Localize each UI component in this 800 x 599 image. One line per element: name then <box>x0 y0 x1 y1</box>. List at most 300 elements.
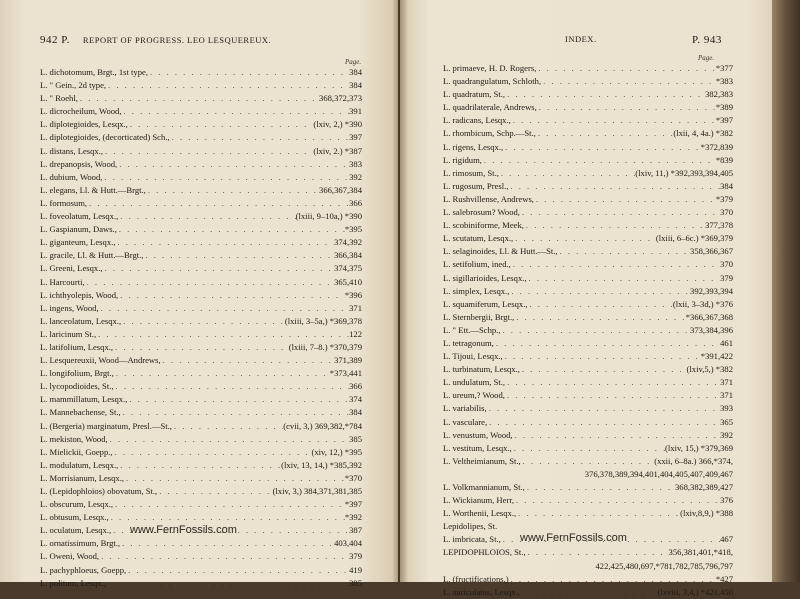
leader-dots <box>118 210 295 223</box>
index-entry <box>443 389 733 402</box>
entry-page-refs: *397 <box>715 115 733 126</box>
entry-name: L. ureum,? Wood, <box>443 390 505 401</box>
index-entry <box>40 171 362 184</box>
entry-name: L. ornatissimum, Brgt., <box>40 538 121 549</box>
index-entry <box>40 249 362 262</box>
entry-name: L. vestitum, Lesqx., <box>443 442 512 453</box>
entry-page-refs: 385 <box>349 577 362 588</box>
index-entry <box>40 223 362 236</box>
leader-dots <box>85 276 334 289</box>
entry-name: L. mammillatum, Lesqx., <box>40 394 128 405</box>
leader-dots <box>524 219 705 232</box>
entry-name: L. Harcourti, <box>40 276 85 287</box>
leader-dots <box>513 232 656 245</box>
index-entry <box>443 88 733 101</box>
entry-name: L. Mannebachense, St., <box>40 407 121 418</box>
entry-name: L. rigidum, <box>443 154 482 165</box>
index-entry <box>443 402 733 415</box>
index-entry <box>443 363 733 376</box>
entry-page-refs: 122 <box>349 328 362 339</box>
entry-name: L. (Bergeria) marginatum, Presl.—St., <box>40 420 172 431</box>
entry-page-refs: 371 <box>349 302 362 313</box>
right-page <box>400 0 772 597</box>
entry-name: L. setifolium, ined., <box>443 259 511 270</box>
entry-page-refs: (xiv, 12,) *395 <box>311 446 362 457</box>
index-entry <box>443 114 733 127</box>
leader-dots <box>108 433 349 446</box>
entry-name: L. " Roehl, <box>40 93 78 104</box>
index-entry <box>443 272 733 285</box>
index-entry <box>40 577 362 590</box>
entry-page-refs: 366 <box>349 197 362 208</box>
leader-dots <box>526 546 669 559</box>
leader-dots <box>505 88 705 101</box>
leader-dots <box>126 564 349 577</box>
leader-dots <box>114 367 330 380</box>
index-entry <box>443 154 733 167</box>
entry-name: L. Worthenii, Lesqx., <box>443 508 517 519</box>
leader-dots <box>172 420 283 433</box>
entry-page-refs: (lxiv, 2,) *390 <box>313 119 362 130</box>
entry-name: L. laricinum St., <box>40 328 97 339</box>
entry-page-refs: 419 <box>349 564 362 575</box>
entry-name: L. imbricata, St., <box>443 534 501 545</box>
entry-name: L. " Gein., 2d type, <box>40 80 107 91</box>
entry-name: L. diplotegioides, (decorticated) Sch., <box>40 132 170 143</box>
right-page-number: P. 943 <box>692 34 722 46</box>
leader-dots <box>99 550 349 563</box>
index-entry <box>443 101 733 114</box>
leader-dots <box>487 416 720 429</box>
entry-page-refs: 385 <box>349 433 362 444</box>
leader-dots <box>511 258 720 271</box>
entry-page-refs: 392 <box>720 429 733 440</box>
entry-name: L. Wickianum, Herr, <box>443 495 514 506</box>
index-entry <box>40 315 362 328</box>
index-entry <box>443 586 733 599</box>
entry-page-refs: 365 <box>720 416 733 427</box>
index-entry <box>40 459 362 472</box>
entry-name: L. Volkmannianum, St., <box>443 482 525 492</box>
entry-name: L. sigillarioides, Lesqx., <box>443 272 527 283</box>
index-entry <box>443 232 733 245</box>
entry-page-refs: *389 <box>715 102 733 113</box>
index-entry <box>443 429 733 442</box>
entry-page-refs: 384 <box>349 80 362 91</box>
entry-page-refs: 374,375 <box>334 263 362 274</box>
entry-page-refs: 384 <box>349 407 362 418</box>
entry-page-refs: *392 <box>344 512 362 523</box>
entry-page-refs: 397 <box>349 132 362 143</box>
right-watermark: www.FernFossils.com <box>520 532 627 544</box>
entry-page-refs: 365,410 <box>334 276 362 287</box>
index-entry <box>443 376 733 389</box>
leader-dots <box>520 206 720 219</box>
entry-name: L. " Ett.—Schp., <box>443 324 501 335</box>
left-index-list <box>40 66 362 590</box>
entry-name: L. longifolium, Brgt., <box>40 368 114 379</box>
index-entry <box>443 416 733 429</box>
entry-name: L. turbinatum, Lesqx., <box>443 364 520 375</box>
leader-dots <box>146 184 319 197</box>
index-entry <box>40 79 362 92</box>
entry-name: L. scutatum, Lesqx., <box>443 233 514 244</box>
entry-page-refs: 366 <box>349 381 362 392</box>
leader-dots <box>487 402 720 415</box>
entry-name: L. politum, Lesqx., <box>40 577 106 588</box>
leader-dots <box>99 302 350 315</box>
leader-dots <box>494 337 720 350</box>
entry-name: L. variabilis, <box>443 403 487 414</box>
entry-page-refs: 467 <box>720 534 733 545</box>
entry-page-refs: *427 <box>715 573 733 584</box>
entry-page-refs: 377,378 <box>705 220 733 231</box>
index-entry <box>443 141 733 154</box>
entry-name: L. rigens, Lesqx., <box>443 141 504 152</box>
entry-name: L. (Lepidophloios) obovatum, St., <box>40 486 158 496</box>
index-entry <box>40 158 362 171</box>
leader-dots <box>503 141 701 154</box>
entry-page-refs: (lxiv, 11,) *392,393,394,405 <box>635 167 733 178</box>
index-entry <box>443 62 733 75</box>
entry-name: L. tetragonum, <box>443 337 494 348</box>
leader-dots <box>122 105 350 118</box>
leader-dots <box>113 498 345 511</box>
index-entry <box>40 498 362 511</box>
entry-name: L. lycopodioides, St., <box>40 381 114 392</box>
leader-dots <box>537 101 716 114</box>
left-page-column-label: Page. <box>345 58 362 66</box>
index-entry <box>443 507 733 520</box>
left-page-header <box>40 34 271 46</box>
entry-name: L. Greeni, Lesqx., <box>40 263 103 274</box>
entry-name: LEPIDOPHLOIOS, St., <box>443 547 526 558</box>
entry-name: L. Lesquereuxii, Wood—Andrews, <box>40 355 161 366</box>
entry-name: L. salebrosum? Wood, <box>443 207 520 218</box>
index-entry <box>40 289 362 302</box>
entry-page-refs: 392,393,394 <box>690 285 733 296</box>
index-entry <box>40 118 362 131</box>
entry-name: L. quadrilaterale, Andrews, <box>443 102 537 113</box>
entry-page-refs: 376,378,389,394,401,404,405,407,409,467 <box>584 468 733 479</box>
leader-dots <box>115 236 334 249</box>
entry-page-refs: *370 <box>344 472 362 483</box>
entry-page-refs: (lxiv, 13, 14,) *385,392 <box>281 459 362 470</box>
leader-dots <box>500 324 690 337</box>
index-entry <box>443 442 733 455</box>
right-page-column-label: Page. <box>698 54 715 62</box>
index-entry <box>443 481 733 494</box>
index-entry <box>40 380 362 393</box>
entry-name: L. distans, Lesqx., <box>40 145 104 156</box>
entry-page-refs: *372,839 <box>700 141 733 152</box>
entry-name: L. Oweni, Wood, <box>40 551 100 562</box>
entry-name: L. quadratum, St., <box>443 89 506 100</box>
leader-dots <box>482 154 716 167</box>
entry-page-refs: 370 <box>720 207 733 218</box>
index-entry <box>40 564 362 577</box>
entry-name: L. ingens, Wood, <box>40 302 99 313</box>
entry-page-refs: 370 <box>720 259 733 270</box>
leader-dots <box>509 285 690 298</box>
left-watermark: www.FernFossils.com <box>130 524 237 536</box>
leader-dots <box>520 363 687 376</box>
entry-name: L. mekiston, Wood, <box>40 433 108 444</box>
entry-name: L. obtusum, Lesqx., <box>40 512 109 523</box>
entry-page-refs: (lxiv, 3,) 384,371,381,385 <box>272 486 362 496</box>
entry-page-refs: 383 <box>349 158 362 169</box>
leader-dots <box>514 494 720 507</box>
leader-dots <box>103 262 335 275</box>
entry-page-refs: 374,392 <box>334 237 362 248</box>
index-entry <box>443 206 733 219</box>
entry-name: L. primaeve, H. D. Rogers, <box>443 63 537 73</box>
leader-dots <box>106 79 349 92</box>
entry-name: L. dubium, Wood, <box>40 171 103 182</box>
index-entry <box>40 105 362 118</box>
entry-page-refs: 366,367,384 <box>319 184 362 195</box>
entry-page-refs: 387 <box>349 525 362 536</box>
entry-name: L. selaginoides, Ll. & Hutt.—St., <box>443 246 558 257</box>
entry-name: L. Sternbergii, Brgt., <box>443 311 515 322</box>
entry-page-refs: 374 <box>349 394 362 405</box>
entry-page-refs: 382,383 <box>705 89 733 100</box>
leader-dots <box>96 328 349 341</box>
entry-name: L. undulatum, St., <box>443 377 506 388</box>
entry-name: L. modulatum, Lesqx., <box>40 459 119 470</box>
entry-page-refs: 461 <box>720 337 733 348</box>
entry-name: L. latifolium, Lesqx., <box>40 341 114 352</box>
entry-name: L. Morrisianum, Lesqx., <box>40 472 125 483</box>
index-entry <box>40 145 362 158</box>
entry-name: L. radicans, Lesqx., <box>443 115 511 126</box>
index-entry <box>443 546 733 559</box>
index-entry <box>443 494 733 507</box>
index-entry <box>443 285 733 298</box>
entry-page-refs: (lxiv,8,9,) *388 <box>680 508 733 519</box>
leader-dots <box>121 406 349 419</box>
entry-page-refs: (lxii, 4, 4a.) *382 <box>673 128 733 139</box>
entry-page-refs: *373,441 <box>329 368 362 379</box>
left-page <box>0 0 398 588</box>
entry-page-refs: 373,384,396 <box>690 324 733 335</box>
entry-page-refs: 379 <box>720 272 733 283</box>
entry-page-refs: *379 <box>715 193 733 204</box>
entry-name: L. scobiniforme, Meek, <box>443 220 524 231</box>
leader-dots <box>509 573 716 586</box>
index-entry <box>40 354 362 367</box>
index-entry <box>40 406 362 419</box>
leader-dots <box>106 577 349 590</box>
entry-page-refs: 358,366,367 <box>690 246 733 257</box>
entry-page-refs: 371,389 <box>334 355 362 366</box>
index-entry <box>443 258 733 271</box>
entry-name: L. quadrangulatum, Schloth, <box>443 76 542 87</box>
entry-name: L. pachyphloeus, Goepp, <box>40 564 127 575</box>
left-page-number: 942 P. <box>40 34 70 46</box>
leader-dots <box>102 171 349 184</box>
leader-dots <box>521 455 655 468</box>
index-entry <box>40 184 362 197</box>
leader-dots <box>143 249 334 262</box>
right-page-running-title: INDEX. <box>565 34 597 44</box>
leader-dots <box>103 145 313 158</box>
entry-page-refs: (lxii, 3–3d,) *376 <box>672 298 733 309</box>
leader-dots <box>78 92 319 105</box>
index-entry <box>40 537 362 550</box>
leader-dots <box>541 75 716 88</box>
entry-page-refs: 371 <box>720 390 733 401</box>
entry-page-refs: (lxviii, 3,4,) *421,450 <box>657 586 733 597</box>
entry-name: L. drepanopsis, Wood, <box>40 158 118 169</box>
entry-page-refs: 368,382,389,427 <box>674 482 733 492</box>
leader-dots <box>161 354 334 367</box>
entry-name: Lepidolipes, St. <box>443 521 498 532</box>
index-entry <box>40 341 362 354</box>
index-entry <box>443 127 733 140</box>
leader-dots <box>117 223 345 236</box>
index-entry <box>40 210 362 223</box>
leader-dots <box>124 472 345 485</box>
entry-page-refs: 379 <box>349 551 362 562</box>
entry-name: L. lanceolatum, Lesqx., <box>40 315 122 326</box>
entry-page-refs: *366,367,368 <box>685 311 733 322</box>
index-entry <box>443 298 733 311</box>
leader-dots <box>148 66 349 79</box>
entry-page-refs: *396 <box>344 289 362 300</box>
entry-page-refs: 366,384 <box>334 250 362 261</box>
entry-name: L. ichthyolepis, Wood, <box>40 289 119 300</box>
leader-dots <box>516 507 680 520</box>
entry-page-refs: *397 <box>344 499 362 510</box>
leader-dots <box>127 393 349 406</box>
entry-page-refs: 403,404 <box>334 538 362 549</box>
leader-dots <box>117 158 349 171</box>
index-entry <box>40 446 362 459</box>
index-entry <box>40 485 362 498</box>
entry-name: L. simplex, Lesqx., <box>443 285 510 296</box>
entry-name: L. Tijoui, Lesqx., <box>443 351 503 362</box>
index-entry <box>40 550 362 563</box>
entry-name: L. elegans, Ll. & Hutt.—Brgt., <box>40 184 146 195</box>
entry-name: L. venustum, Wood, <box>443 429 513 440</box>
entry-name: L. auriculatus, Lesqx., <box>443 586 520 597</box>
leader-dots <box>536 62 715 75</box>
entry-page-refs: (lxiv, 2.) *387 <box>313 145 362 156</box>
entry-page-refs: 391 <box>349 106 362 117</box>
entry-page-refs: (xxii, 6–8a.) 366,*374, <box>654 455 733 466</box>
index-entry <box>40 433 362 446</box>
entry-name: L. rimosum, St., <box>443 167 499 178</box>
index-entry <box>443 219 733 232</box>
entry-name: L. oculatum, Lesqx., <box>40 525 112 536</box>
entry-page-refs: 376 <box>720 495 733 506</box>
leader-dots <box>503 350 701 363</box>
leader-dots <box>118 289 345 302</box>
index-entry <box>40 92 362 105</box>
entry-page-refs: 368,372,373 <box>319 93 362 104</box>
leader-dots <box>512 442 665 455</box>
index-entry <box>40 302 362 315</box>
leader-dots <box>113 446 312 459</box>
leader-dots <box>511 114 716 127</box>
entry-page-refs: *377 <box>715 63 733 73</box>
entry-name: L. vasculare, <box>443 416 488 427</box>
entry-name: L. obscurum, Lesqx., <box>40 499 114 510</box>
entry-page-refs: (lxiii, 3–5a,) *369,378 <box>284 315 362 326</box>
leader-dots <box>109 511 345 524</box>
entry-name: L. squamiferum, Lesqx., <box>443 298 528 309</box>
entry-page-refs: *839 <box>715 154 733 165</box>
right-index-list <box>443 62 733 599</box>
index-entry <box>443 75 733 88</box>
leader-dots <box>520 586 658 599</box>
index-entry <box>40 262 362 275</box>
entry-page-refs: 384 <box>349 67 362 77</box>
leader-dots <box>170 131 350 144</box>
index-entry <box>443 180 733 193</box>
book-gutter <box>392 0 408 582</box>
index-entry <box>443 468 733 481</box>
leader-dots <box>505 389 720 402</box>
leader-dots <box>514 311 685 324</box>
index-entry <box>40 420 362 433</box>
index-entry <box>443 455 733 468</box>
leader-dots <box>120 537 334 550</box>
leader-dots <box>527 272 721 285</box>
entry-page-refs: *383 <box>715 76 733 87</box>
index-entry <box>40 511 362 524</box>
entry-page-refs: (lxiii, 6–6c.) *369,379 <box>655 233 733 244</box>
entry-name: L. Veltheimianum, St., <box>443 455 521 466</box>
leader-dots <box>513 429 721 442</box>
entry-name: L. rhombicum, Schp.—St., <box>443 128 536 139</box>
index-entry <box>443 245 733 258</box>
entry-page-refs: *395 <box>344 224 362 235</box>
entry-page-refs: (lxiv,5,) *382 <box>686 364 733 375</box>
index-entry <box>40 328 362 341</box>
leader-dots <box>558 245 690 258</box>
leader-dots <box>114 380 350 393</box>
entry-page-refs: 371 <box>720 377 733 388</box>
right-page-header <box>692 34 722 46</box>
index-entry <box>443 350 733 363</box>
leader-dots <box>508 180 720 193</box>
index-entry <box>443 560 733 573</box>
leader-dots <box>87 197 349 210</box>
entry-name: L. Mielickii, Goepp., <box>40 446 113 457</box>
left-page-running-title: REPORT OF PROGRESS. LEO LESQUEREUX. <box>82 35 272 45</box>
entry-name: L. dicrocheilum, Wood, <box>40 106 122 117</box>
entry-page-refs: 393 <box>720 403 733 414</box>
entry-name: L. rugosum, Presl., <box>443 180 509 191</box>
entry-page-refs: (lxiii, 7–8.) *370,379 <box>288 341 362 352</box>
entry-page-refs: 384 <box>720 180 733 191</box>
entry-page-refs: (lxiii, 9–10a,) *390 <box>295 211 362 222</box>
leader-dots <box>536 127 673 140</box>
index-entry <box>40 131 362 144</box>
entry-name: L. foveolatum, Lesqx., <box>40 211 119 222</box>
entry-name: L. Gaspianum, Daws., <box>40 224 117 235</box>
entry-name: L. formosum, <box>40 197 88 208</box>
entry-page-refs: (cvii, 3,) 369,382,*784 <box>283 420 362 431</box>
leader-dots <box>157 485 272 498</box>
entry-page-refs: 356,381,401,*418, <box>668 547 733 558</box>
entry-page-refs: 422,425,480,697,*781,782,785,796,797 <box>595 560 733 571</box>
index-entry <box>443 311 733 324</box>
entry-page-refs: 392 <box>349 171 362 182</box>
entry-name: L. giganteum, Lesqx., <box>40 237 116 248</box>
